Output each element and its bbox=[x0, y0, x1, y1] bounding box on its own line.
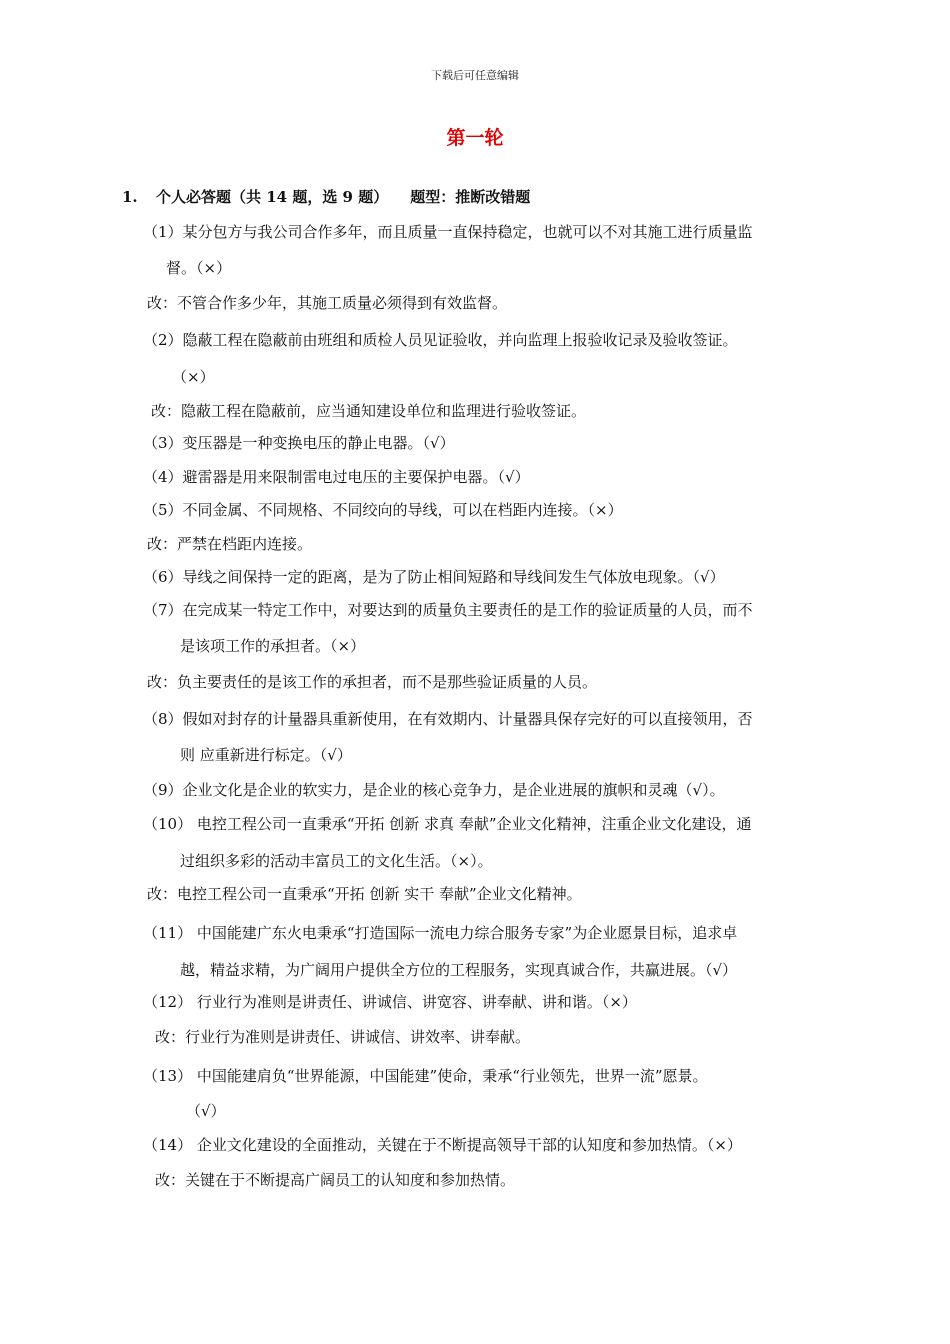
section-type: 题型：推断改错题 bbox=[410, 188, 531, 206]
section-heading bbox=[122, 187, 530, 207]
question-line: （3）变压器是一种变换电压的静止电器。（√） bbox=[143, 434, 455, 452]
question-line: （11） 中国能建广东火电秉承“打造国际一流电力综合服务专家”为企业愿景目标，追求卓 bbox=[143, 924, 738, 942]
question-line: 过组织多彩的活动丰富员工的文化生活。（×）。 bbox=[180, 852, 493, 870]
header-note: 下载后可任意编辑 bbox=[431, 69, 519, 82]
correction-line: 改：电控工程公司一直秉承“开拓 创新 实干 奉献”企业文化精神。 bbox=[147, 885, 582, 903]
correction-line: 改：严禁在档距内连接。 bbox=[147, 535, 313, 553]
correction-line: 改：负主要责任的是该工作的承担者，而不是那些验证质量的人员。 bbox=[147, 673, 598, 691]
question-line: 越，精益求精，为广阔用户提供全方位的工程服务，实现真诚合作，共赢进展。（√） bbox=[180, 961, 738, 979]
question-line: （1）某分包方与我公司合作多年，而且质量一直保持稳定，也就可以不对其施工进行质量监 bbox=[143, 223, 753, 241]
section-number: 1. bbox=[122, 188, 138, 206]
question-line: （×） bbox=[172, 368, 215, 386]
correction-line: 改：行业行为准则是讲责任、讲诚信、讲效率、讲奉献。 bbox=[155, 1028, 531, 1046]
question-line: （9）企业文化是企业的软实力，是企业的核心竞争力，是企业进展的旗帜和灵魂（√）。 bbox=[143, 781, 725, 799]
question-line: （12） 行业行为准则是讲责任、讲诚信、讲宽容、讲奉献、讲和谐。（×） bbox=[143, 993, 637, 1011]
correction-line: 改：关键在于不断提高广阔员工的认知度和参加热情。 bbox=[155, 1171, 516, 1189]
question-line: （2）隐蔽工程在隐蔽前由班组和质检人员见证验收，并向监理上报验收记录及验收签证。 bbox=[143, 331, 738, 349]
question-line: 是该项工作的承担者。（×） bbox=[180, 637, 366, 655]
question-line: 督。（×） bbox=[166, 259, 232, 277]
question-line: （7）在完成某一特定工作中，对要达到的质量负主要责任的是工作的验证质量的人员，而不 bbox=[143, 601, 753, 619]
correction-line: 改：不管合作多少年，其施工质量必须得到有效监督。 bbox=[147, 294, 508, 312]
question-line: （14） 企业文化建设的全面推动，关键在于不断提高领导干部的认知度和参加热情。（×） bbox=[143, 1136, 742, 1154]
question-line: （13） 中国能建肩负“世界能源，中国能建”使命，秉承“行业领先，世界一流”愿景。 bbox=[143, 1067, 708, 1085]
question-line: （5）不同金属、不同规格、不同绞向的导线，可以在档距内连接。（×） bbox=[143, 501, 623, 519]
question-line: 则 应重新进行标定。（√） bbox=[180, 746, 352, 764]
section-title: 个人必答题（共 14 题，选 9 题） bbox=[156, 188, 389, 206]
round-title: 第一轮 bbox=[446, 127, 504, 149]
question-line: （8）假如对封存的计量器具重新使用，在有效期内、计量器具保存完好的可以直接领用，否 bbox=[143, 710, 753, 728]
correction-line: 改：隐蔽工程在隐蔽前，应当通知建设单位和监理进行验收签证。 bbox=[151, 402, 587, 420]
question-line: （√） bbox=[186, 1102, 226, 1120]
question-line: （4）避雷器是用来限制雷电过电压的主要保护电器。（√） bbox=[143, 468, 530, 486]
question-line: （10） 电控工程公司一直秉承“开拓 创新 求真 奉献”企业文化精神，注重企业文化建设，通 bbox=[143, 815, 752, 833]
question-line: （6）导线之间保持一定的距离，是为了防止相间短路和导线间发生气体放电现象。（√） bbox=[143, 568, 725, 586]
